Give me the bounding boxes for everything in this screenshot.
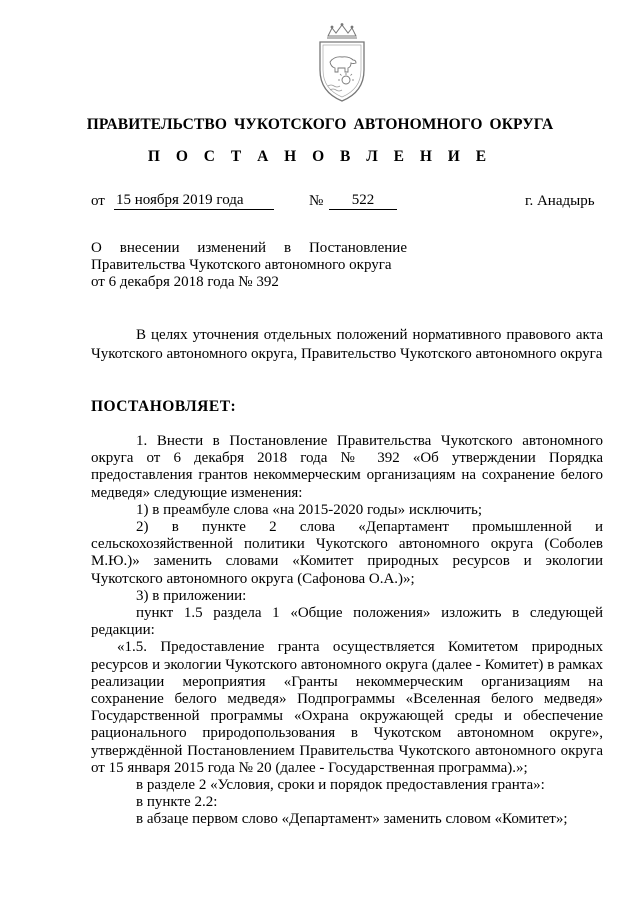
number-sign-label: № bbox=[309, 193, 324, 209]
decree-number: 522 bbox=[329, 192, 397, 210]
decree-date: 15 ноября 2019 года bbox=[114, 192, 274, 210]
decree-body bbox=[91, 433, 603, 829]
preamble-paragraph: В целях уточнения отдельных положений нормативного правового акта Чукотского автономного округа, Правительство Чукотского автономного округа bbox=[91, 327, 603, 362]
subject-line: Правительства Чукотского автономного округа bbox=[91, 257, 392, 273]
body-paragraph: 1. Внести в Постановление Правительства Чукотского автономного округа от 6 декабря 2018 года № 392 «Об утверждении Порядка предоставления грантов некоммерческим организациям на сохранение белого медведя» следующие изменения: bbox=[91, 433, 603, 501]
body-paragraph: «1.5. Предоставление гранта осуществляется Комитетом природных ресурсов и экологии Чукотского автономного округа (далее - Комитет) в рамках реализации мероприятия «Гранты некоммерческим организациям на сохранение белого медведя» Подпрограммы «Вселенная белого медведя» Государственной программы «Охрана окружающей среды и обеспечение рационального природопользования в Чукотском автономном округе», утверждённой Постановлением Правительства Чукотского автономного округа от 15 января 2015 года № 20 (далее - Государственная программа).»; bbox=[91, 639, 603, 776]
decree-subject bbox=[91, 240, 407, 291]
city-label: г. Анадырь bbox=[525, 193, 595, 209]
resolves-heading: ПОСТАНОВЛЯЕТ: bbox=[91, 398, 237, 415]
government-name: ПРАВИТЕЛЬСТВО ЧУКОТСКОГО АВТОНОМНОГО ОКРУГА bbox=[86, 116, 554, 133]
subject-line: О внесении изменений в Постановление bbox=[91, 240, 407, 256]
chukotka-coat-of-arms-icon bbox=[306, 22, 378, 104]
body-paragraph: 1) в преамбуле слова «на 2015-2020 годы» исключить; bbox=[136, 501, 483, 518]
body-paragraph: 2) в пункте 2 слова «Департамент промышленной и сельскохозяйственной политики Чукотского автономного округа (Соболев М.Ю.)» заменить словами «Комитет природных ресурсов и экологии Чукотского автономного округа (Сафонова О.А.)»; bbox=[91, 519, 603, 587]
body-paragraph: в абзаце первом слово «Департамент» заменить словом «Комитет»; bbox=[136, 811, 568, 828]
date-prefix-label: от bbox=[91, 193, 105, 209]
body-paragraph: 3) в приложении: bbox=[136, 587, 247, 604]
body-paragraph: в пункте 2.2: bbox=[136, 794, 218, 811]
body-paragraph: в разделе 2 «Условия, сроки и порядок предоставления гранта»: bbox=[136, 777, 545, 794]
body-paragraph: пункт 1.5 раздела 1 «Общие положения» изложить в следующей редакции: bbox=[91, 605, 603, 639]
document-type-title: П О С Т А Н О В Л Е Н И Е bbox=[147, 148, 493, 165]
subject-line: от 6 декабря 2018 года № 392 bbox=[91, 274, 279, 290]
